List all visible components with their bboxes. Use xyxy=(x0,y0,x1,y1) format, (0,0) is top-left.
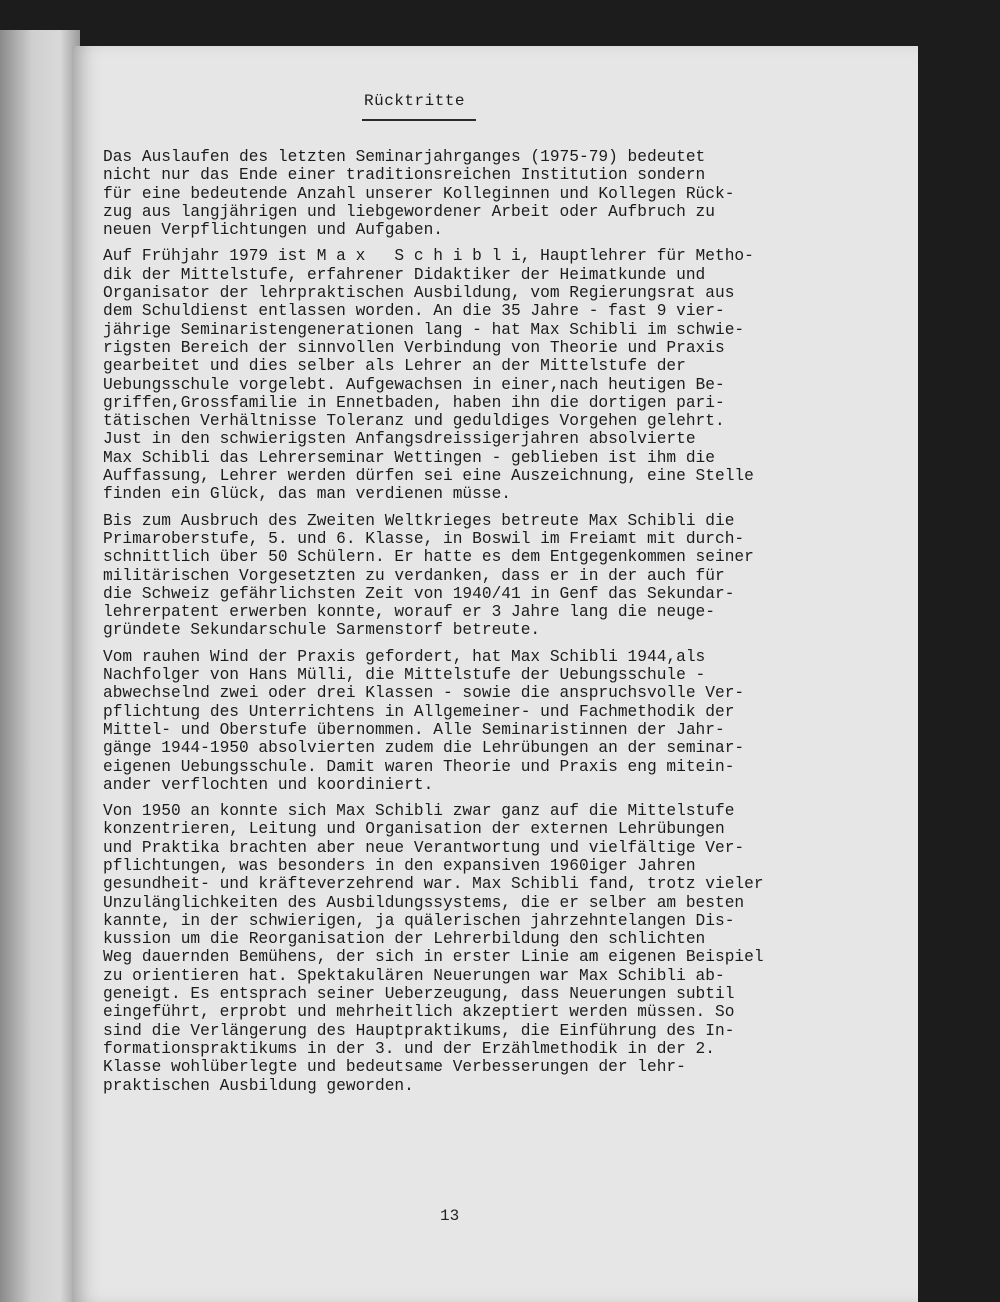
text-line: Unzulänglichkeiten des Ausbildungssystems, die er selber am besten xyxy=(103,893,745,912)
text-line: praktischen Ausbildung geworden. xyxy=(103,1076,414,1095)
text-line: Weg dauernden Bemühens, der sich in erster Linie am eigenen Beispiel xyxy=(103,948,764,967)
text-line: konzentrieren, Leitung und Organisation der externen Lehrübungen xyxy=(103,820,725,839)
text-line: pflichtungen, was besonders in den expansiven 1960iger Jahren xyxy=(103,856,696,875)
text-line: kannte, in der schwierigen, ja quälerischen jahrzehntelangen Dis- xyxy=(103,911,735,930)
text-line: gänge 1944-1950 absolvierten zudem die Lehrübungen an der seminar- xyxy=(103,739,745,758)
text-line: jährige Seminaristengenerationen lang - hat Max Schibli im schwie- xyxy=(103,320,745,339)
text-line: ander verflochten und koordiniert. xyxy=(103,775,434,794)
text-line: Vom rauhen Wind der Praxis gefordert, hat Max Schibli 1944,als xyxy=(103,647,706,666)
paragraph xyxy=(103,148,863,239)
text-line: finden ein Glück, das man verdienen müsse. xyxy=(103,485,511,504)
text-line: zu orientieren hat. Spektakulären Neuerungen war Max Schibli ab- xyxy=(103,966,725,985)
text-line: Just in den schwierigsten Anfangsdreissigerjahren absolvierte xyxy=(103,430,696,449)
text-line: Primaroberstufe, 5. und 6. Klasse, in Boswil im Freiamt mit durch- xyxy=(103,529,745,548)
document-body xyxy=(103,148,863,1103)
title-underline xyxy=(362,119,476,121)
text-line: Auf Frühjahr 1979 ist M a x S c h i b l i, Hauptlehrer für Metho- xyxy=(103,247,754,266)
text-line: Von 1950 an konnte sich Max Schibli zwar ganz auf die Mittelstufe xyxy=(103,802,735,821)
text-line: und Praktika brachten aber neue Verantwortung und vielfältige Ver- xyxy=(103,838,745,857)
paragraph xyxy=(103,648,863,794)
text-line: formationspraktikums in der 3. und der Erzählmethodik in der 2. xyxy=(103,1039,715,1058)
text-line: tätischen Verhältnisse Toleranz und geduldiges Vorgehen gelehrt. xyxy=(103,412,725,431)
text-line: die Schweiz gefährlichsten Zeit von 1940/41 in Genf das Sekundar- xyxy=(103,584,735,603)
text-line: geneigt. Es entsprach seiner Ueberzeugung, dass Neuerungen subtil xyxy=(103,985,735,1004)
text-line: pflichtung des Unterrichtens in Allgemeiner- und Fachmethodik der xyxy=(103,702,735,721)
text-line: Uebungsschule vorgelebt. Aufgewachsen in einer,nach heutigen Be- xyxy=(103,375,725,394)
paragraph xyxy=(103,247,863,503)
text-line: zug aus langjährigen und liebgewordener Arbeit oder Aufbruch zu xyxy=(103,202,715,221)
text-line: griffen,Grossfamilie in Ennetbaden, haben ihn die dortigen pari- xyxy=(103,393,725,412)
text-line: rigsten Bereich der sinnvollen Verbindung von Theorie und Praxis xyxy=(103,338,725,357)
text-line: Das Auslaufen des letzten Seminarjahrganges (1975-79) bedeutet xyxy=(103,148,706,166)
text-line: sind die Verlängerung des Hauptpraktikums, die Einführung des In- xyxy=(103,1021,735,1040)
text-line: lehrerpatent erwerben konnte, worauf er 3 Jahre lang die neuge- xyxy=(103,603,715,622)
text-line: schnittlich über 50 Schülern. Er hatte es dem Entgegenkommen seiner xyxy=(103,548,754,567)
text-line: für eine bedeutende Anzahl unserer Kolleginnen und Kollegen Rück- xyxy=(103,184,735,203)
text-line: gearbeitet und dies selber als Lehrer an der Mittelstufe der xyxy=(103,357,686,376)
text-line: neuen Verpflichtungen und Aufgaben. xyxy=(103,221,443,240)
text-line: dik der Mittelstufe, erfahrener Didaktiker der Heimatkunde und xyxy=(103,265,706,284)
facing-page-edge xyxy=(0,30,80,1302)
text-line: eigenen Uebungsschule. Damit waren Theorie und Praxis eng mitein- xyxy=(103,757,735,776)
paragraph xyxy=(103,802,863,1095)
page-title: Rücktritte xyxy=(364,92,466,110)
text-line: dem Schuldienst entlassen worden. An die 35 Jahre - fast 9 vier- xyxy=(103,302,725,321)
text-line: abwechselnd zwei oder drei Klassen - sowie die anspruchsvolle Ver- xyxy=(103,684,745,703)
text-line: Max Schibli das Lehrerseminar Wettingen - geblieben ist ihm die xyxy=(103,448,715,467)
text-line: gesundheit- und kräfteverzehrend war. Max Schibli fand, trotz vieler xyxy=(103,875,764,894)
text-line: Auffassung, Lehrer werden dürfen sei eine Auszeichnung, eine Stelle xyxy=(103,467,754,486)
text-line: militärischen Vorgesetzten zu verdanken, dass er in der auch für xyxy=(103,566,725,585)
text-line: gründete Sekundarschule Sarmenstorf betreute. xyxy=(103,621,541,640)
text-line: kussion um die Reorganisation der Lehrerbildung den schlichten xyxy=(103,930,706,949)
text-line: Mittel- und Oberstufe übernommen. Alle Seminaristinnen der Jahr- xyxy=(103,720,725,739)
text-line: Bis zum Ausbruch des Zweiten Weltkrieges betreute Max Schibli die xyxy=(103,511,735,530)
paragraph xyxy=(103,512,863,640)
text-line: Nachfolger von Hans Mülli, die Mittelstufe der Uebungsschule - xyxy=(103,666,706,685)
text-line: Organisator der lehrpraktischen Ausbildung, vom Regierungsrat aus xyxy=(103,284,735,303)
text-line: eingeführt, erprobt und mehrheitlich akzeptiert werden müssen. So xyxy=(103,1003,735,1022)
text-line: Klasse wohlüberlegte und bedeutsame Verbesserungen der lehr- xyxy=(103,1058,686,1077)
page-number: 13 xyxy=(440,1207,460,1225)
text-line: nicht nur das Ende einer traditionsreichen Institution sondern xyxy=(103,166,706,185)
